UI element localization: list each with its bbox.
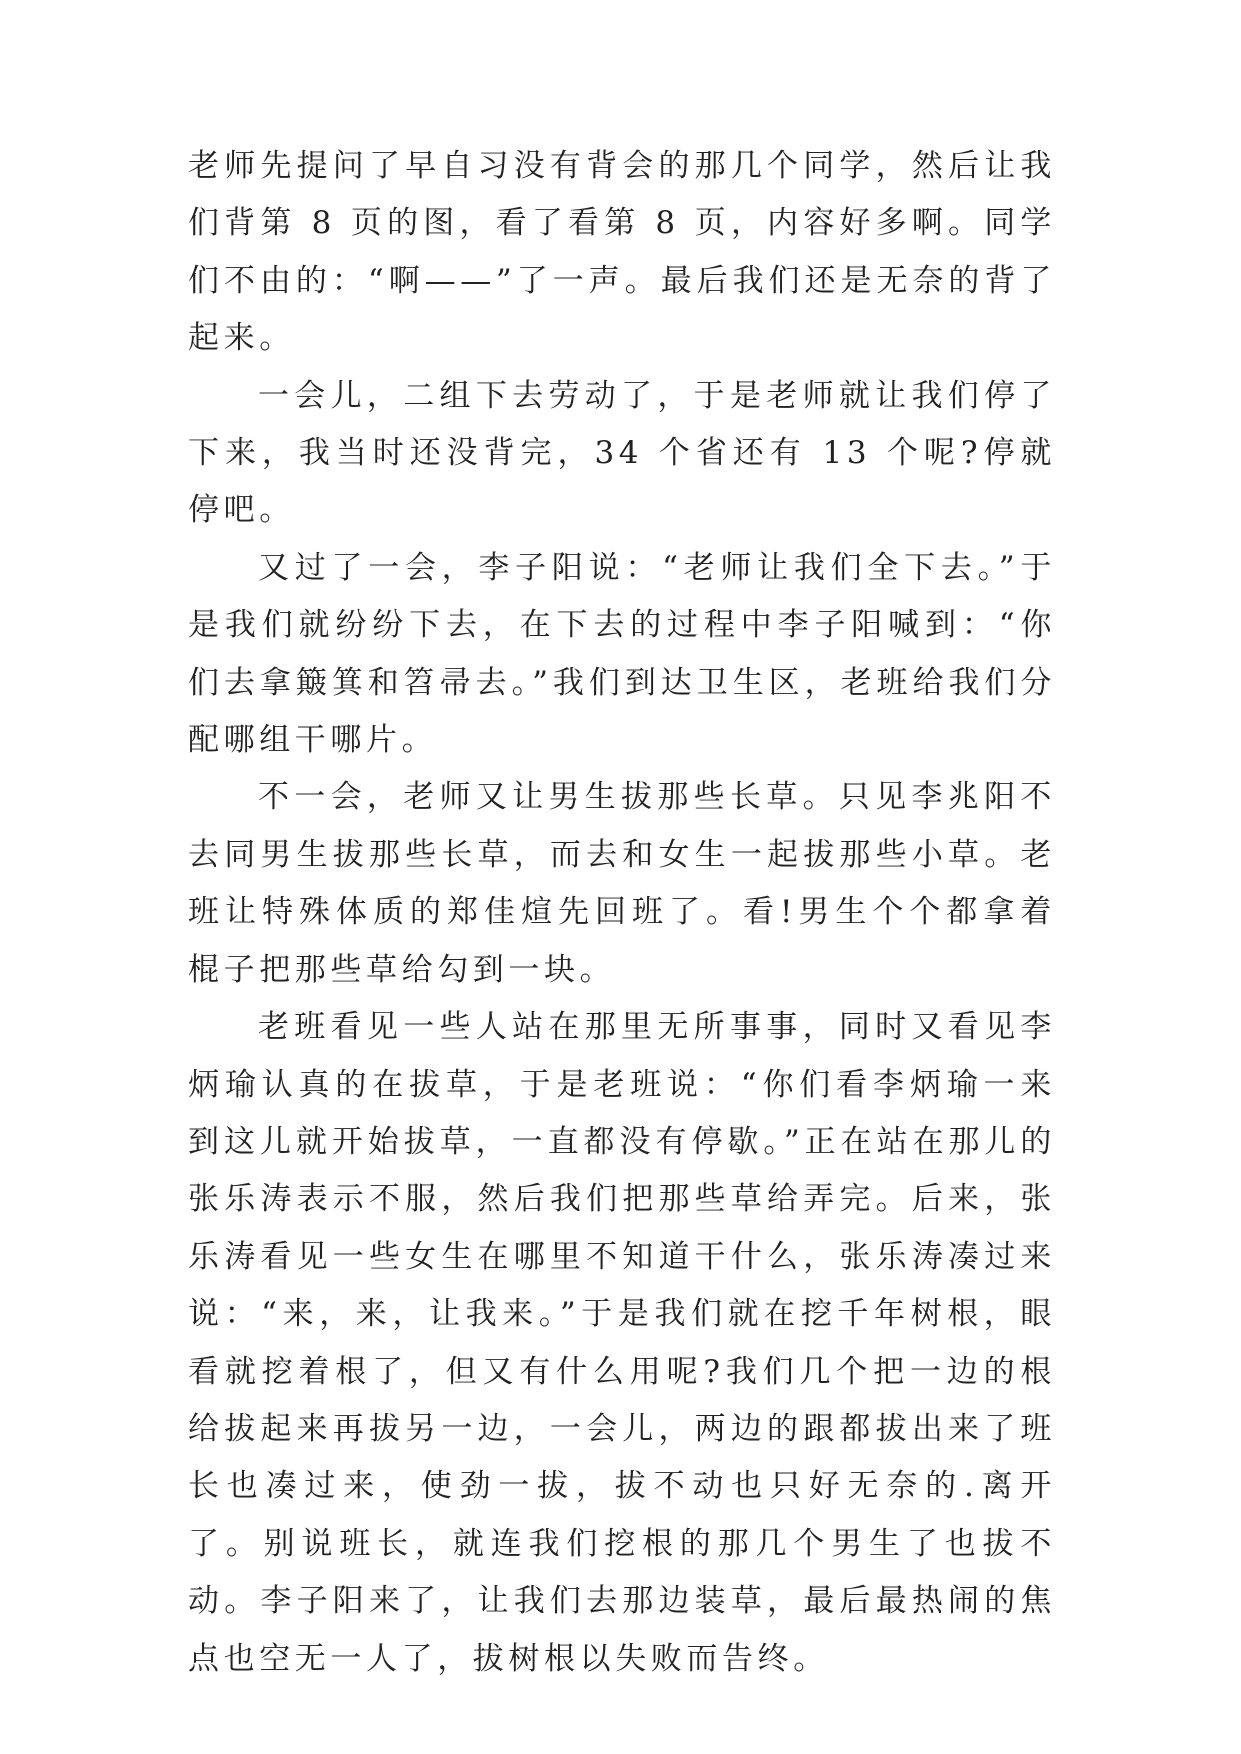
document-body xyxy=(188,138,1056,1688)
paragraph-4: 不一会，老师又让男生拔那些长草。只见李兆阳不去同男生拔那些长草，而去和女生一起拔那些小草。老班让特殊体质的郑佳煊先回班了。看!男生个个都拿着棍子把那些草给勾到一块。 xyxy=(188,779,1056,988)
paragraph-5: 老班看见一些人站在那里无所事事，同时又看见李炳瑜认真的在拔草，于是老班说：“你们看李炳瑜一来到这儿就开始拔草，一直都没有停歇。”正在站在那儿的张乐涛表示不服，然后我们把那些草给弄完。后来，张乐涛看见一些女生在哪里不知道干什么，张乐涛凑过来说：“来，来，让我来。”于是我们就在挖千年树根，眼看就挖着根了，但又有什么用呢?我们几个把一边的根给拔起来再拔另一边，一会儿，两边的跟都拔出来了班长也凑过来，使劲一拔，拔不动也只好无奈的.离开了。别说班长，就连我们挖根的那几个男生了也拔不动。李子阳来了，让我们去那边装草，最后最热闹的焦点也空无一人了，拔树根以失败而告终。 xyxy=(188,1009,1056,1677)
paragraph-2: 一会儿，二组下去劳动了，于是老师就让我们停了下来，我当时还没背完，34 个省还有 13 个呢?停就停吧。 xyxy=(188,377,1056,529)
paragraph-1: 老师先提问了早自习没有背会的那几个同学，然后让我们背第 8 页的图，看了看第 8 页，内容好多啊。同学们不由的：“啊——”了一声。最后我们还是无奈的背了起来。 xyxy=(188,148,1056,357)
paragraph-3: 又过了一会，李子阳说：“老师让我们全下去。”于是我们就纷纷下去，在下去的过程中李子阳喊到：“你们去拿簸箕和笤帚去。”我们到达卫生区，老班给我们分配哪组干哪片。 xyxy=(188,549,1056,759)
